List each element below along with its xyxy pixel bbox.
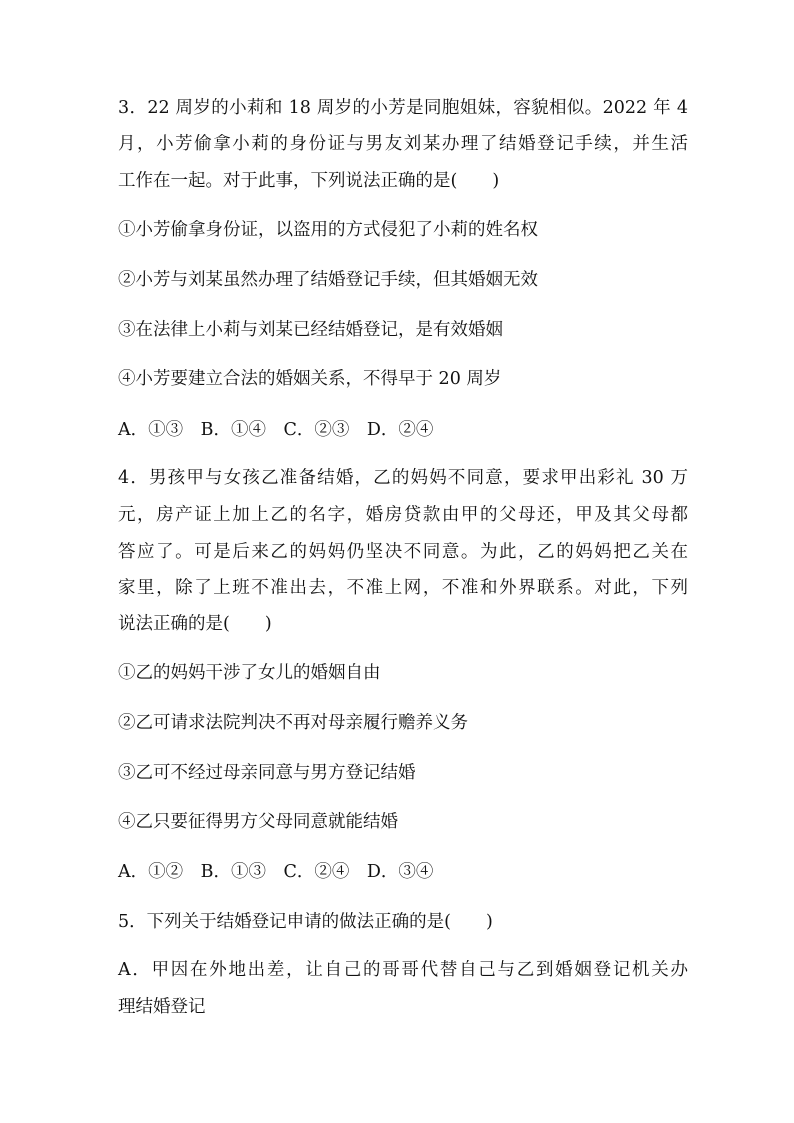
q3-stem-line-1: 3．22 周岁的小莉和 18 周岁的小芳是同胞姐妹，容貌相似。2022 年 4 [118, 98, 688, 118]
q4-stem-line-5: 说法正确的是( ) [118, 614, 272, 634]
q3-stem-line-2: 月，小芳偷拿小莉的身份证与男友刘某办理了结婚登记手续，并生活 [118, 134, 688, 154]
q4-stem-line-4: 家里，除了上班不准出去，不准上网，不准和外界联系。对此，下列 [118, 578, 688, 598]
q3-statement-2: ②小芳与刘某虽然办理了结婚登记手续，但其婚姻无效 [118, 270, 538, 290]
q4-options: A．①② B．①③ C．②④ D．③④ [118, 862, 434, 882]
q4-stem-line-1: 4．男孩甲与女孩乙准备结婚，乙的妈妈不同意，要求甲出彩礼 30 万 [118, 468, 688, 488]
q4-statement-1: ①乙的妈妈干涉了女儿的婚姻自由 [118, 663, 381, 683]
q3-statement-1: ①小芳偷拿身份证，以盗用的方式侵犯了小莉的姓名权 [118, 220, 538, 240]
q5-stem: 5．下列关于结婚登记申请的做法正确的是( ) [118, 912, 493, 932]
q5-option-a-line-2: 理结婚登记 [118, 997, 206, 1017]
q4-statement-2: ②乙可请求法院判决不再对母亲履行赡养义务 [118, 713, 468, 733]
q3-options: A．①③ B．①④ C．②③ D．②④ [118, 420, 434, 440]
q5-option-a-line-1: A．甲因在外地出差，让自己的哥哥代替自己与乙到婚姻登记机关办 [118, 960, 688, 980]
q4-statement-4: ④乙只要征得男方父母同意就能结婚 [118, 812, 398, 832]
q4-stem-line-2: 元，房产证上加上乙的名字，婚房贷款由甲的父母还，甲及其父母都 [118, 505, 688, 525]
q3-statement-4: ④小芳要建立合法的婚姻关系，不得早于 20 周岁 [118, 369, 502, 389]
q3-statement-3: ③在法律上小莉与刘某已经结婚登记，是有效婚姻 [118, 320, 503, 340]
q3-stem-line-3: 工作在一起。对于此事，下列说法正确的是( ) [118, 171, 500, 191]
q4-statement-3: ③乙可不经过母亲同意与男方登记结婚 [118, 763, 416, 783]
q4-stem-line-3: 答应了。可是后来乙的妈妈仍坚决不同意。为此，乙的妈妈把乙关在 [118, 542, 688, 562]
